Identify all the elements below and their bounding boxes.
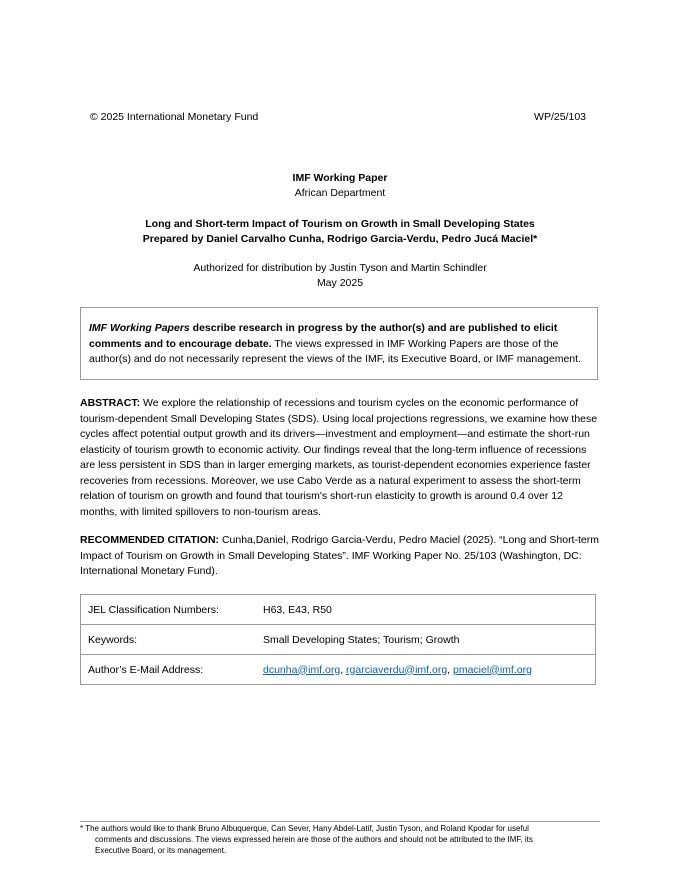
citation-text: Cunha,Daniel, Rodrigo Garcia-Verdu, Pedro Maciel (2025). “Long and Short-term Impact of Tourism on Growth in Small Developing States”. IMF Working Paper No. 25/103 (Washington, DC: International Monetary Fund). [80, 534, 599, 577]
jel-label: JEL Classification Numbers: [81, 595, 257, 625]
info-table [80, 594, 596, 685]
copyright-notice: © 2025 International Monetary Fund [90, 111, 259, 123]
table-row [81, 655, 596, 685]
footnote [80, 823, 600, 856]
abstract-label: ABSTRACT: [80, 397, 141, 409]
authorized-by: Authorized for distribution by Justin Tyson and Martin Schindler [193, 262, 487, 274]
recommended-citation [80, 533, 602, 580]
abstract [80, 396, 602, 520]
publication-date: May 2025 [316, 277, 364, 289]
keywords-value: Small Developing States; Tourism; Growth [256, 625, 596, 655]
disclaimer-text: The views expressed in IMF Working Papers are those of the author(s) and do not necessarily represent the views of the IMF, its Executive Board, or IMF management. [89, 337, 581, 365]
page-header [90, 111, 586, 123]
department: African Department [294, 187, 386, 199]
email-link-cunha[interactable]: dcunha@imf.org [263, 663, 341, 676]
email-label: Author’s E-Mail Address: [81, 655, 257, 685]
disclaimer-box [80, 307, 598, 380]
paper-title: Long and Short-term Impact of Tourism on Growth in Small Developing States [145, 218, 535, 230]
email-list [256, 655, 596, 685]
disclaimer-bold: describe research in progress by the author(s) and are published to elicit comments and to encourage debate. [89, 322, 558, 350]
authors-line: Prepared by Daniel Carvalho Cunha, Rodrigo Garcia-Verdu, Pedro Jucá Maciel* [142, 233, 538, 245]
disclaimer-italic: IMF Working Papers [89, 322, 190, 334]
footnote-divider [80, 821, 600, 822]
citation-label: RECOMMENDED CITATION: [80, 534, 220, 546]
table-row [81, 625, 596, 655]
footnote-line: comments and discussions. The views expressed herein are those of the authors and should not be attributed to the IMF, its [95, 835, 533, 844]
jel-value: H63, E43, R50 [256, 595, 596, 625]
table-row [81, 595, 596, 625]
working-paper-number: WP/25/103 [534, 111, 586, 123]
abstract-text: We explore the relationship of recessions and tourism cycles on the economic performance of tourism-dependent Small Developing States (SDS). Using local projections regressions, we examine how these cycles affect potential output growth and its drivers—investment and employment—and estimate the short-run elasticity of tourism growth to economic activity. Our findings reveal that the long-term influence of recessions are less persistent in SDS than in larger emerging markets, as tourist-dependent economies experience faster recoveries from recessions. Moreover, we use Cabo Verde as a natural experiment to assess the short-term relation of tourism on growth and found that tourism's short-run elasticity to growth is around 0.4 over 12 months, with limited spillovers to non-tourism areas. [80, 397, 598, 518]
footnote-line: Executive Board, or its management. [95, 846, 227, 855]
email-link-garcia-verdu[interactable]: rgarciaverdu@imf.org [346, 663, 448, 676]
email-separator: , [340, 663, 347, 676]
email-link-maciel[interactable]: pmaciel@imf.org [453, 663, 532, 676]
series-title: IMF Working Paper [292, 172, 388, 184]
footnote-line: * The authors would like to thank Bruno Albuquerque, Can Sever, Hany Abdel-Latif, Justin Tyson, and Roland Kpodar for useful [80, 824, 529, 833]
email-separator: , [447, 663, 453, 676]
keywords-label: Keywords: [81, 625, 257, 655]
